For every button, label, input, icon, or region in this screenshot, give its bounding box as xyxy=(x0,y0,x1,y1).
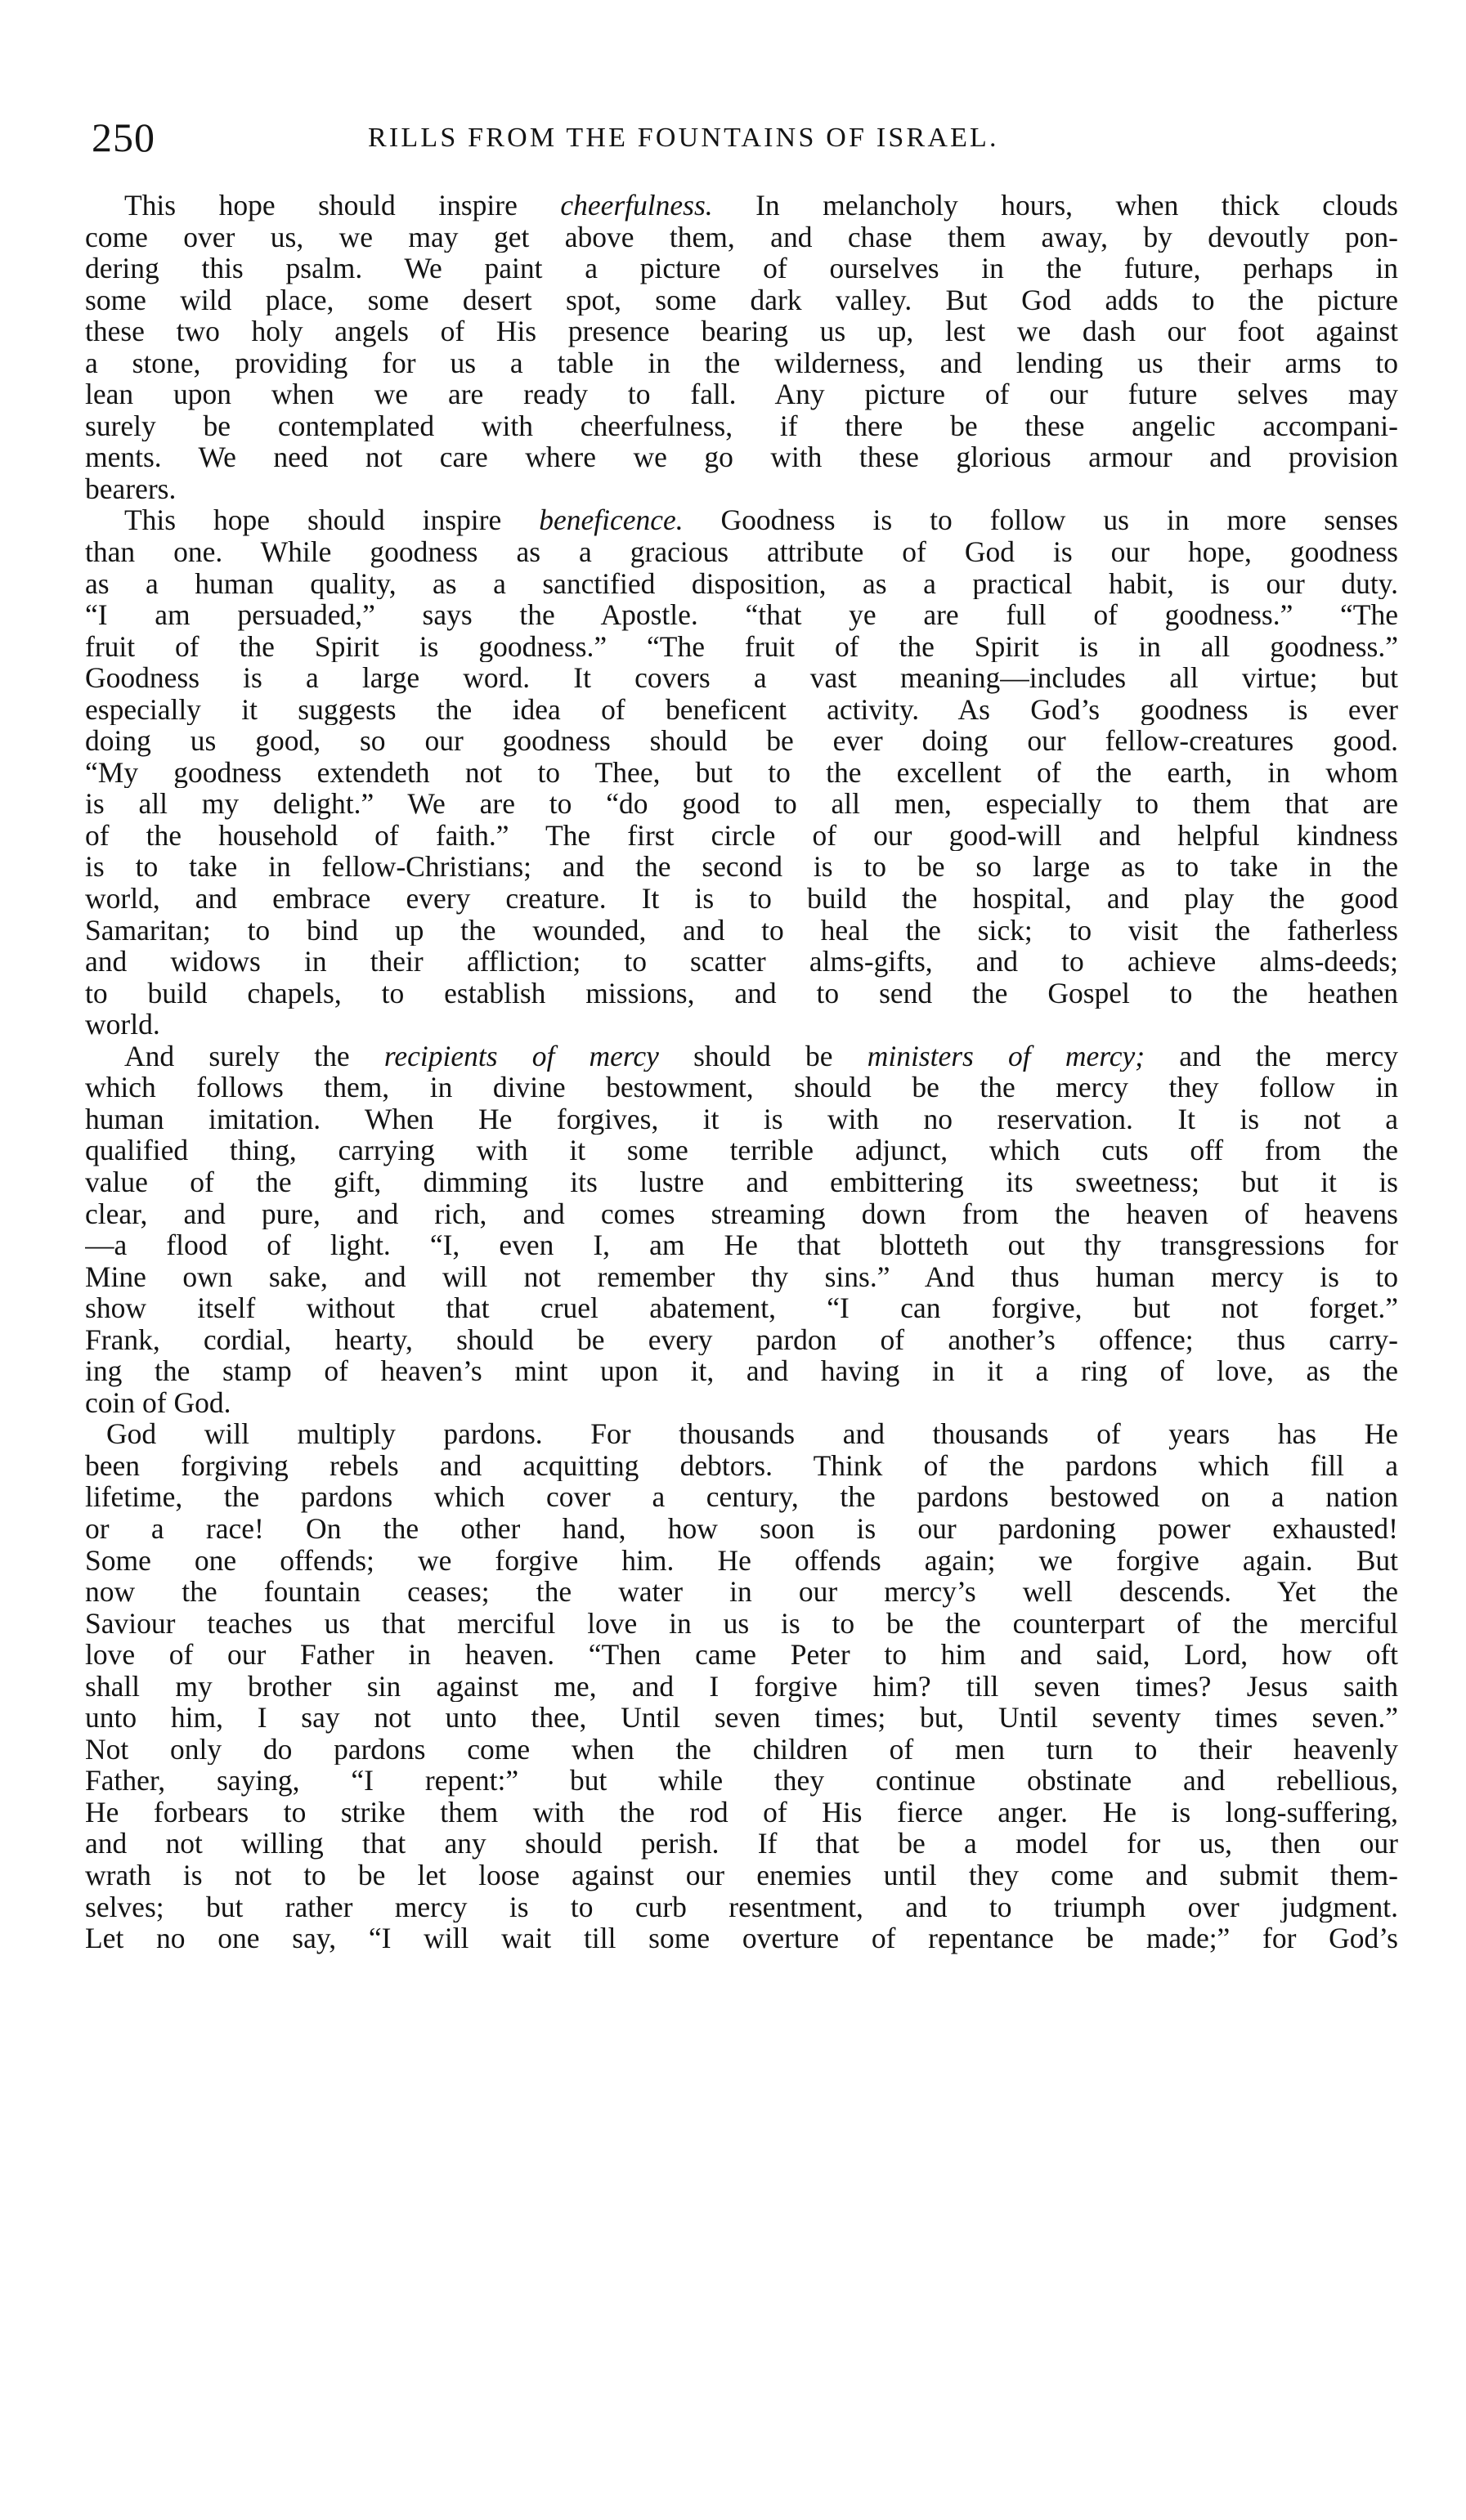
text-run: This hope should inspire xyxy=(124,190,561,222)
text-run: Saviour teaches us that merciful love in us is to be the counterpart of the merciful xyxy=(85,1607,1398,1640)
text-run: qualified thing, carrying with it some terrible adjunct, which cuts off from the xyxy=(85,1135,1398,1166)
text-run: as a human quality, as a sanctified disposition, as a practical habit, is our duty. xyxy=(85,567,1398,600)
text-run: —a flood of light. “I, even I, am He that blotteth out thy transgressions for xyxy=(85,1229,1398,1261)
text-run: This hope should inspire xyxy=(124,504,540,537)
text-run: especially it suggests the idea of beneficent activity. As God’s goodness is ever xyxy=(85,693,1398,726)
text-run: shall my brother sin against me, and I forgive him? till seven times? Jesus saith xyxy=(85,1670,1398,1703)
text-line xyxy=(85,1292,1398,1324)
text-line xyxy=(85,568,1398,600)
text-line xyxy=(85,788,1398,820)
text-run: is all my delight.” We are to “do good to all men, especially to them that are xyxy=(85,788,1398,820)
text-line xyxy=(85,190,1398,222)
text-line xyxy=(85,1734,1398,1766)
text-line xyxy=(85,1639,1398,1671)
text-run: than one. While goodness as a gracious attribute of God is our hope, goodness xyxy=(85,536,1398,568)
text-line xyxy=(85,1450,1398,1482)
text-run: and the mercy xyxy=(1145,1040,1398,1072)
text-line xyxy=(85,662,1398,694)
text-line xyxy=(85,1072,1398,1103)
text-line xyxy=(85,978,1398,1009)
body-text xyxy=(85,190,1398,1954)
text-line xyxy=(85,725,1398,757)
text-run: human imitation. When He forgives, it is with no reservation. It is not a xyxy=(85,1103,1398,1135)
text-run: ments. We need not care where we go with these glorious armour and provision xyxy=(85,441,1398,473)
emphasis-text: beneficence. xyxy=(539,504,684,537)
text-run: doing us good, so our goodness should be ever doing our fellow-creatures good. xyxy=(85,725,1398,757)
text-line xyxy=(85,1418,1398,1450)
running-head-title: RILLS FROM THE FOUNTAINS OF ISRAEL. xyxy=(368,123,999,153)
text-line xyxy=(85,1166,1398,1198)
text-run: these two holy angels of His presence bearing us up, lest we dash our foot against xyxy=(85,316,1398,347)
text-run: world. xyxy=(85,1009,160,1041)
text-run: or a race! On the other hand, how soon is our pardoning power exhausted! xyxy=(85,1512,1398,1545)
text-line xyxy=(85,1009,1398,1041)
text-line xyxy=(85,378,1398,410)
text-run: lifetime, the pardons which cover a century, the pardons bestowed on a nation xyxy=(85,1481,1398,1513)
text-run: world, and embrace every creature. It is to build the hospital, and play the good xyxy=(85,883,1398,915)
text-run: and not willing that any should perish. If that be a model for us, then our xyxy=(85,1828,1398,1860)
text-line xyxy=(85,1671,1398,1703)
text-line xyxy=(85,1576,1398,1608)
text-line xyxy=(85,1481,1398,1513)
text-line xyxy=(85,1387,1398,1419)
text-line xyxy=(85,1891,1398,1923)
text-line xyxy=(85,284,1398,316)
text-line xyxy=(85,1828,1398,1860)
text-run: God will multiply pardons. For thousands and thousands of years has He xyxy=(106,1418,1398,1450)
text-line xyxy=(85,441,1398,473)
text-line xyxy=(85,410,1398,442)
text-line xyxy=(85,1261,1398,1293)
text-run: selves; but rather mercy is to curb resentment, and to triumph over judgment. xyxy=(85,1891,1398,1923)
text-line xyxy=(85,1103,1398,1135)
text-line xyxy=(85,1922,1398,1954)
text-line xyxy=(85,316,1398,347)
text-run: value of the gift, dimming its lustre and embittering its sweetness; but it is xyxy=(85,1166,1398,1198)
text-run: unto him, I say not unto thee, Until seven times; but, Until seventy times seven.” xyxy=(85,1702,1398,1734)
text-run: Let no one say, “I will wait till some overture of repentance be made;” for God’s xyxy=(85,1922,1398,1954)
text-run: wrath is not to be let loose against our enemies until they come and submit them- xyxy=(85,1859,1398,1891)
text-run: now the fountain ceases; the water in our mercy’s well descends. Yet the xyxy=(85,1576,1398,1608)
text-run: In melancholy hours, when thick clouds xyxy=(712,190,1398,222)
text-line xyxy=(85,1702,1398,1734)
text-run: clear, and pure, and rich, and comes streaming down from the heaven of heavens xyxy=(85,1197,1398,1230)
text-run: and widows in their affliction; to scatter alms-gifts, and to achieve alms-deeds; xyxy=(85,946,1398,978)
text-run: Father, saying, “I repent:” but while they continue obstinate and rebellious, xyxy=(85,1765,1398,1797)
text-line xyxy=(85,1198,1398,1230)
text-run: Frank, cordial, hearty, should be every pardon of another’s offence; thus carry- xyxy=(85,1323,1398,1356)
text-run: of the household of faith.” The first circle of our good-will and helpful kindness xyxy=(85,819,1398,852)
text-line xyxy=(85,222,1398,253)
text-line xyxy=(85,1324,1398,1356)
text-run: dering this psalm. We paint a picture of ourselves in the future, perhaps in xyxy=(85,253,1398,284)
text-run: to build chapels, to establish missions, and to send the Gospel to the heathen xyxy=(85,977,1398,1009)
text-line xyxy=(85,1545,1398,1577)
running-head xyxy=(92,113,1400,162)
text-line xyxy=(85,1797,1398,1828)
text-run: surely be contemplated with cheerfulness, if there be these angelic accompani- xyxy=(85,410,1398,442)
text-line xyxy=(85,915,1398,947)
text-run: Goodness is to follow us in more senses xyxy=(683,504,1398,537)
emphasis-text: ministers of mercy; xyxy=(867,1040,1145,1072)
text-line xyxy=(85,253,1398,284)
text-line xyxy=(85,1041,1398,1072)
text-line xyxy=(85,946,1398,978)
text-run: a stone, providing for us a table in the wilderness, and lending us their arms to xyxy=(85,347,1398,379)
text-run: bearers. xyxy=(85,472,177,505)
text-run: ing the stamp of heaven’s mint upon it, and having in it a ring of love, as the xyxy=(85,1355,1398,1387)
text-run: fruit of the Spirit is goodness.” “The fruit of the Spirit is in all goodness.” xyxy=(85,630,1398,663)
text-run: been forgiving rebels and acquitting debtors. Think of the pardons which fill a xyxy=(85,1449,1398,1482)
text-line xyxy=(85,599,1398,631)
text-line xyxy=(85,631,1398,663)
text-run: And surely the xyxy=(124,1040,384,1072)
text-line xyxy=(85,473,1398,505)
text-run: Goodness is a large word. It covers a vast meaning—includes all virtue; but xyxy=(85,662,1398,694)
text-line xyxy=(85,694,1398,726)
text-line xyxy=(85,1608,1398,1640)
text-run: “My goodness extendeth not to Thee, but to the excellent of the earth, in whom xyxy=(85,756,1398,789)
text-run: love of our Father in heaven. “Then came Peter to him and said, Lord, how oft xyxy=(85,1639,1398,1671)
text-run: come over us, we may get above them, and chase them away, by devoutly pon- xyxy=(85,221,1398,253)
text-run: Samaritan; to bind up the wounded, and to heal the sick; to visit the fatherless xyxy=(85,914,1398,947)
text-run: some wild place, some desert spot, some dark valley. But God adds to the picture xyxy=(85,284,1398,316)
text-run: coin of God. xyxy=(85,1386,231,1419)
text-line xyxy=(85,1513,1398,1545)
text-run: lean upon when we are ready to fall. Any picture of our future selves may xyxy=(85,378,1398,410)
text-line xyxy=(85,1135,1398,1166)
text-run: is to take in fellow-Christians; and the second is to be so large as to take in the xyxy=(85,851,1398,884)
emphasis-text: recipients of mercy xyxy=(383,1040,659,1072)
text-run: “I am persuaded,” says the Apostle. “that ye are full of goodness.” “The xyxy=(85,599,1398,631)
text-line xyxy=(85,536,1398,568)
page-number: 250 xyxy=(92,114,155,160)
text-run: He forbears to strike them with the rod of His fierce anger. He is long-suffering, xyxy=(85,1796,1398,1828)
text-line xyxy=(85,347,1398,379)
text-run: show itself without that cruel abatement, “I can forgive, but not forget.” xyxy=(85,1292,1398,1324)
text-line xyxy=(85,1229,1398,1261)
text-run: Some one offends; we forgive him. He offends again; we forgive again. But xyxy=(85,1544,1398,1577)
text-run: should be xyxy=(658,1040,867,1072)
text-line xyxy=(85,820,1398,852)
text-line xyxy=(85,757,1398,789)
text-run: Not only do pardons come when the children of men turn to their heavenly xyxy=(85,1733,1398,1766)
text-line xyxy=(85,1765,1398,1797)
text-line xyxy=(85,1860,1398,1891)
text-line xyxy=(85,851,1398,883)
text-line xyxy=(85,504,1398,536)
text-run: Mine own sake, and will not remember thy sins.” And thus human mercy is to xyxy=(85,1260,1398,1293)
text-line xyxy=(85,1355,1398,1387)
emphasis-text: cheerfulness. xyxy=(560,190,713,222)
text-line xyxy=(85,883,1398,915)
text-run: which follows them, in divine bestowment, should be the mercy they follow in xyxy=(85,1072,1398,1103)
